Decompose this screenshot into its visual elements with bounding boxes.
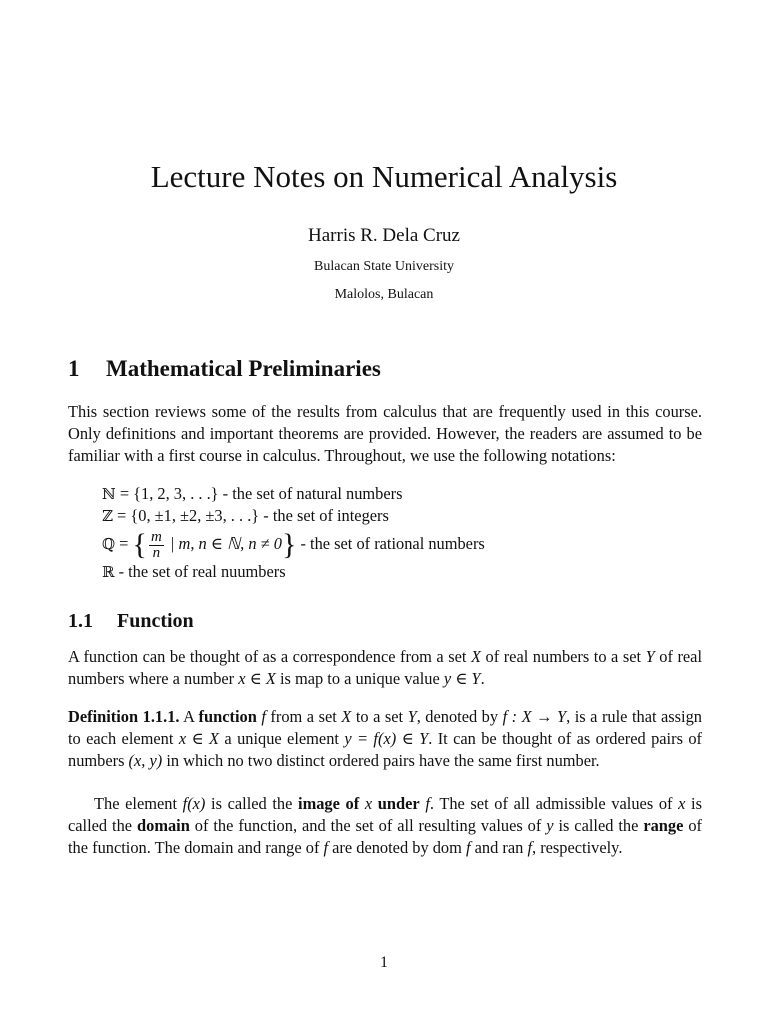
section-title: Mathematical Preliminaries [106, 356, 381, 381]
page-number: 1 [380, 954, 388, 971]
author-name: Harris R. Dela Cruz [308, 225, 460, 246]
notation-natural: ℕ = {1, 2, 3, . . .} - the set of natural numbers [102, 484, 403, 503]
right-brace-symbol: } [281, 528, 297, 562]
definition-paragraph: Definition 1.1.1. A function f from a set X to a set Y, denoted by f : X → Y, is a rule that assign to each element x ∈ X a unique element y = f(x) ∈ Y. It can be thought of as ordered pairs of numbers (x, y) in which no two distinct ordered pairs have the same first number. [68, 707, 703, 771]
fraction: $\frac{m}{n}$ [150, 528, 162, 561]
left-brace-symbol: { [132, 528, 147, 562]
notation-list [102, 483, 485, 583]
definition-label: Definition 1.1.1. [68, 707, 180, 726]
subsection-title: Function [117, 610, 194, 632]
affiliation-university: Bulacan State University [314, 259, 454, 274]
function-intro-paragraph: A function can be thought of as a correspondence from a set X of real numbers to a set Y of real numbers where a number x ∈ X is map to a unique value y ∈ Y. [68, 647, 703, 689]
section-number: 1 [68, 356, 80, 381]
paper-title: Lecture Notes on Numerical Analysis [150, 159, 618, 194]
notation-reals: ℝ - the set of real nuumbers [102, 562, 286, 581]
section-heading [68, 354, 381, 384]
notation-rationals: ℚ = { $\frac{m}{n}$ | m, n ∈ ℕ, n ≠ 0} - the set of rational numbers [102, 528, 485, 562]
image-domain-range-paragraph: The element f(x) is called the image of x under f. The set of all admissible values of x is called the domain of the function, and the set of all resulting values of y is called the range of the function. The domain and range of f are denoted by dom f and ran f, respectively. [68, 794, 702, 858]
subsection-number: 1.1 [68, 610, 93, 632]
section-intro: This section reviews some of the results from calculus that are frequently used in this course. Only definitions and important theorems are provided. However, the readers are assumed to be familiar with a first course in calculus. Throughout, we use the following notations: [68, 402, 702, 466]
notation-integers: ℤ = {0, ±1, ±2, ±3, . . .} - the set of integers [102, 506, 389, 525]
subsection-heading [68, 608, 194, 634]
affiliation-location: Malolos, Bulacan [334, 287, 434, 302]
